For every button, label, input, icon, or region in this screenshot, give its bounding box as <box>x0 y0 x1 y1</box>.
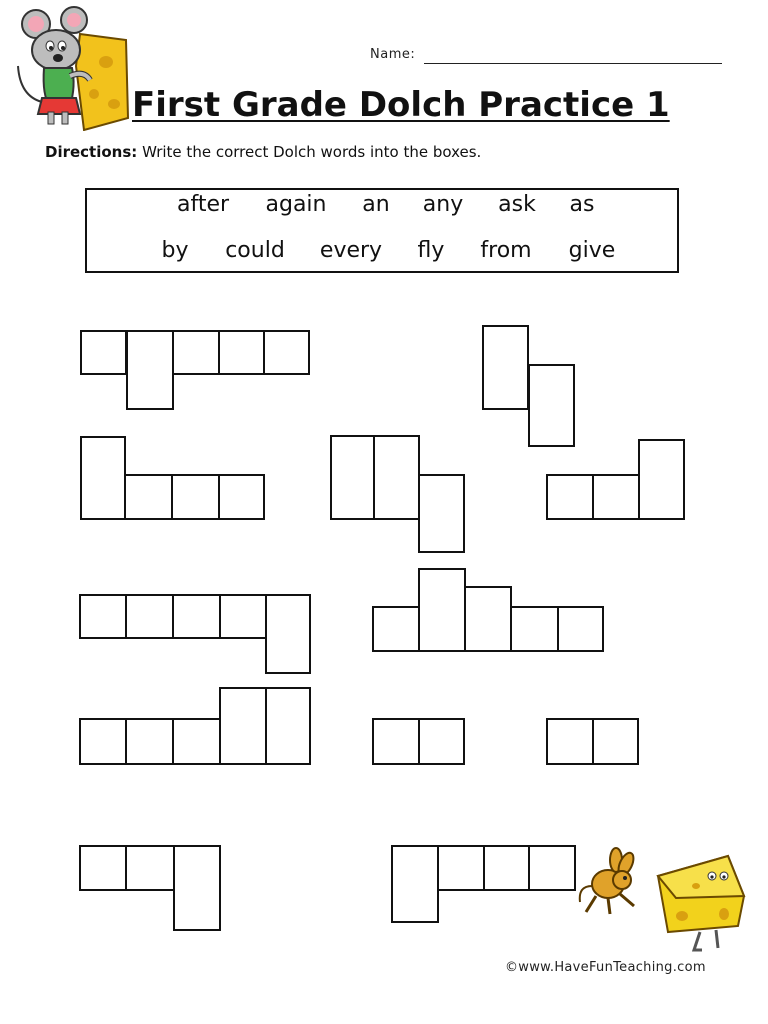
letter-box[interactable] <box>79 845 127 891</box>
letter-box[interactable] <box>80 330 127 375</box>
letter-box[interactable] <box>219 687 267 765</box>
directions <box>45 143 481 161</box>
word-bank-word: fly <box>417 238 445 263</box>
letter-box[interactable] <box>173 845 221 931</box>
letter-box[interactable] <box>372 606 420 652</box>
letter-box[interactable] <box>638 439 685 520</box>
letter-box[interactable] <box>80 436 126 520</box>
letter-box[interactable] <box>265 594 311 674</box>
letter-box[interactable] <box>172 594 221 639</box>
letter-box[interactable] <box>125 718 174 765</box>
directions-text: Write the correct Dolch words into the boxes. <box>142 143 482 161</box>
letter-box[interactable] <box>510 606 559 652</box>
word-bank-word: as <box>569 192 595 217</box>
letter-box[interactable] <box>218 330 265 375</box>
name-write-line[interactable] <box>424 63 722 64</box>
letter-box[interactable] <box>125 845 175 891</box>
letter-box[interactable] <box>483 845 530 891</box>
letter-box[interactable] <box>546 474 594 520</box>
letter-box[interactable] <box>528 845 576 891</box>
letter-box[interactable] <box>172 330 220 375</box>
letter-box[interactable] <box>265 687 311 765</box>
word-bank-word: by <box>161 238 189 263</box>
word-bank-word: every <box>319 238 383 263</box>
letter-box[interactable] <box>79 594 127 639</box>
letter-box[interactable] <box>592 718 639 765</box>
word-bank-word: again <box>265 192 327 217</box>
letter-box[interactable] <box>263 330 310 375</box>
letter-box[interactable] <box>219 594 267 639</box>
mouse-and-cheese-icon <box>578 846 746 956</box>
word-bank-word: ask <box>498 192 536 217</box>
word-bank-word: after <box>176 192 230 217</box>
word-bank-word: any <box>422 192 464 217</box>
page-title: First Grade Dolch Practice 1 <box>132 85 670 125</box>
letter-box[interactable] <box>418 568 466 652</box>
word-bank-row-1 <box>87 192 677 222</box>
letter-box[interactable] <box>218 474 265 520</box>
word-bank <box>85 188 679 273</box>
letter-box[interactable] <box>373 435 420 520</box>
word-bank-row-2 <box>87 238 677 268</box>
word-bank-word: could <box>225 238 285 263</box>
name-label: Name: <box>370 47 416 62</box>
letter-box[interactable] <box>391 845 439 923</box>
letter-box[interactable] <box>546 718 594 765</box>
directions-lead: Directions: <box>45 143 138 161</box>
word-bank-word: give <box>568 238 616 263</box>
letter-box[interactable] <box>557 606 604 652</box>
letter-box[interactable] <box>172 718 221 765</box>
letter-box[interactable] <box>171 474 220 520</box>
letter-box[interactable] <box>330 435 375 520</box>
letter-box[interactable] <box>464 586 512 652</box>
letter-box[interactable] <box>126 330 174 410</box>
letter-box[interactable] <box>437 845 485 891</box>
mouse-cheese-illustration-icon <box>14 6 132 131</box>
letter-box[interactable] <box>125 594 174 639</box>
letter-box[interactable] <box>482 325 529 410</box>
letter-box[interactable] <box>372 718 420 765</box>
letter-box[interactable] <box>528 364 575 447</box>
word-bank-word: an <box>362 192 390 217</box>
letter-box[interactable] <box>418 718 465 765</box>
copyright-footer: ©www.HaveFunTeaching.com <box>505 960 706 975</box>
word-bank-word: from <box>480 238 532 263</box>
letter-box[interactable] <box>79 718 127 765</box>
letter-box[interactable] <box>124 474 173 520</box>
letter-box[interactable] <box>592 474 640 520</box>
letter-box[interactable] <box>418 474 465 553</box>
